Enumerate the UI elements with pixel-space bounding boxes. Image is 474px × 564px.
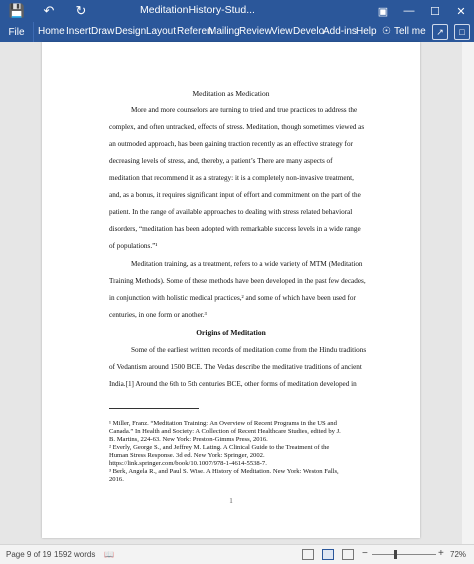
proofing-icon[interactable]: 📖: [104, 550, 114, 559]
footnote-line: B. Martins, 224-63. New York: Preston-Gimms Press, 2016.: [109, 436, 268, 443]
zoom-slider[interactable]: [372, 554, 436, 555]
paragraph-line: in conjunction with holistic medical practices,² and some of which have been used for: [109, 294, 356, 302]
paragraph-line: meditation that recommend it as a strategy: it is a completely non-invasive treatment,: [109, 174, 354, 182]
tab-draw[interactable]: Draw: [91, 26, 115, 37]
save-icon[interactable]: 💾: [8, 3, 26, 18]
maximize-button[interactable]: ☐: [430, 5, 440, 18]
tab-developer[interactable]: Develo: [293, 26, 325, 37]
document-title: MeditationHistory-Stud...: [140, 4, 255, 16]
footnote-separator: [109, 408, 199, 409]
lightbulb-icon: ☉: [382, 26, 391, 37]
footnote-line: Human Stress Response. 3d ed. New York: Springer, 2002.: [109, 452, 265, 459]
document-page[interactable]: [42, 42, 420, 538]
footnote-line: ² Everly, George S., and Jeffrey M. Lating. A Clinical Guide to the Treatment of the: [109, 444, 330, 451]
minimize-button[interactable]: —: [403, 5, 415, 17]
paragraph-line: centuries, in one form or another.³: [109, 311, 207, 319]
footnote-line: 2016.: [109, 476, 124, 483]
zoom-out-button[interactable]: −: [362, 548, 368, 559]
tab-insert[interactable]: Insert: [66, 26, 92, 37]
page-count[interactable]: Page 9 of 19: [6, 550, 52, 559]
title-bar: [0, 0, 474, 22]
tab-layout[interactable]: Layout: [146, 26, 177, 37]
footnote-line: ³ Berk, Angela R., and Paul S. Wise. A History of Meditation. New York: Weston Falls,: [109, 468, 339, 475]
document-area: [0, 42, 474, 544]
tab-add-ins[interactable]: Add-ins: [323, 26, 357, 37]
comment-icon[interactable]: □: [454, 24, 470, 40]
paragraph-line: an outmoded approach, has been gaining traction recently as an effective strategy for: [109, 140, 353, 148]
web-layout-icon[interactable]: [342, 549, 354, 560]
zoom-level[interactable]: 72%: [450, 550, 467, 559]
status-bar: [0, 544, 474, 564]
page-number: 1: [229, 497, 233, 505]
ribbon-tabs: [0, 22, 474, 42]
paragraph-line: disorders, “meditation has been adopted with remarkable success levels in a wide range: [109, 225, 361, 233]
paragraph-line: of populations.”¹: [109, 242, 158, 250]
ribbon-display-options-button[interactable]: ▣: [377, 5, 389, 18]
tab-references[interactable]: Referen: [177, 26, 213, 37]
read-mode-icon[interactable]: [302, 549, 314, 560]
tab-view[interactable]: View: [271, 26, 293, 37]
vertical-scrollbar[interactable]: [462, 42, 474, 544]
tab-help[interactable]: Help: [356, 26, 377, 37]
close-button[interactable]: ✕: [456, 5, 466, 18]
redo-icon[interactable]: ↻: [75, 3, 87, 18]
paragraph-line: complex, and often untracked, effects of stress. Meditation, though sometimes viewed as: [109, 123, 365, 131]
paragraph-line: Training Methods). Some of these methods have been developed in the past few decades,: [109, 277, 366, 285]
tab-review[interactable]: Review: [239, 26, 272, 37]
paragraph-line: patient. In the range of available approaches to dealing with stress related behavioral: [109, 208, 353, 216]
paragraph-line: decreasing levels of stress, and, thereby, a patient’s There are many aspects of: [109, 157, 333, 165]
print-layout-icon[interactable]: [322, 549, 334, 560]
file-tab[interactable]: File: [0, 22, 34, 42]
tell-me-search[interactable]: Tell me: [394, 26, 426, 37]
paragraph-line: India.[1] Around the 6th to 5th centuries BCE, other forms of meditation developed in: [109, 380, 357, 388]
footnote-line: https://link.springer.com/book/10.1007/978-1-4614-5538-7.: [109, 460, 267, 467]
tab-home[interactable]: Home: [38, 26, 65, 37]
paragraph-line: and, as a bonus, it requires significant input of effort and commitment on the part of the: [109, 191, 361, 199]
section-heading: Origins of Meditation: [196, 328, 266, 337]
paragraph-line: of Vedantism around 1500 BCE. The Vedas describe the meditative traditions of ancient: [109, 363, 362, 371]
zoom-in-button[interactable]: +: [438, 548, 444, 559]
share-icon[interactable]: ↗: [432, 24, 448, 40]
paragraph-line: Meditation training, as a treatment, refers to a wide variety of MTM (Meditation: [131, 260, 363, 268]
tab-design[interactable]: Design: [115, 26, 147, 37]
doc-heading-title: Meditation as Medication: [192, 89, 270, 98]
paragraph-line: Some of the earliest written records of meditation come from the Hindu traditions: [131, 346, 367, 354]
paragraph-line: More and more counselors are turning to tried and true practices to address the: [131, 106, 358, 114]
undo-icon[interactable]: ↶: [43, 3, 55, 18]
word-count[interactable]: 1592 words: [54, 550, 96, 559]
zoom-slider-thumb[interactable]: [394, 550, 397, 559]
footnote-line: Canada.” In Health and Society: A Collection of Recent Healthcare Studies, edited by J.: [109, 428, 341, 435]
tab-mailings[interactable]: Mailing: [208, 26, 240, 37]
footnote-line: ¹ Miller, Franz. “Meditation Training: An Overview of Recent Programs in the US and: [109, 420, 337, 427]
